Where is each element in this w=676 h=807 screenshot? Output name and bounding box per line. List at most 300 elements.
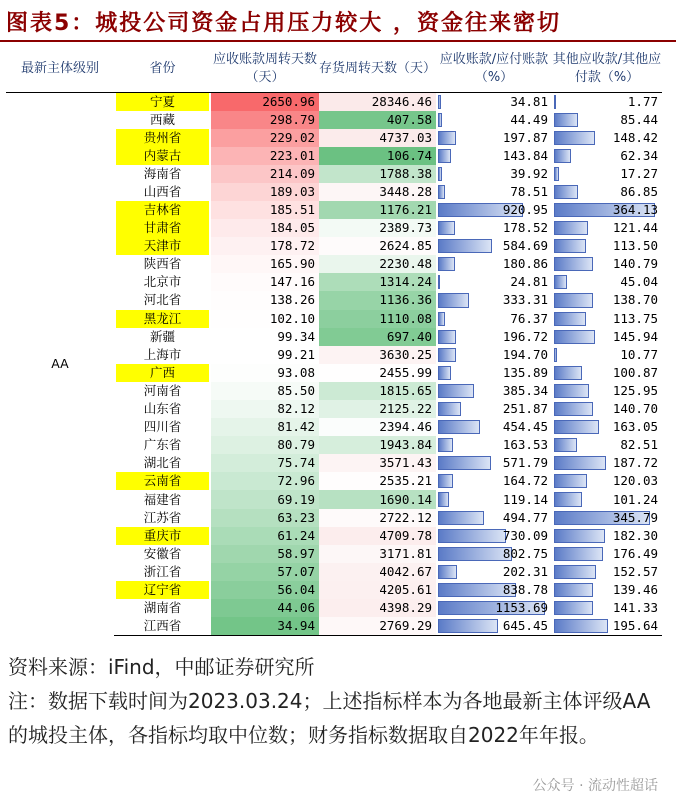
- inv-days-cell: 2769.29: [319, 617, 436, 636]
- table-row: [6, 92, 662, 111]
- footer: [8, 650, 668, 752]
- ar-days-cell: 178.72: [211, 237, 319, 255]
- other-ratio-cell: [552, 201, 662, 219]
- other-ratio-cell: [552, 291, 662, 309]
- data-bar: [438, 257, 455, 271]
- ar-ap-cell: [436, 219, 552, 237]
- bar-value: 24.81: [510, 274, 548, 290]
- ar-days-cell: 102.10: [211, 310, 319, 328]
- data-bar: [554, 565, 596, 579]
- bar-value: 148.42: [612, 129, 658, 145]
- other-ratio-cell: [552, 472, 662, 490]
- bar-value: 78.51: [510, 183, 548, 199]
- ar-days-cell: 223.01: [211, 147, 319, 165]
- province-cell: [114, 328, 211, 346]
- data-bar: [554, 113, 578, 127]
- data-bar: [554, 402, 593, 416]
- province-cell: [114, 617, 211, 636]
- inv-days-cell: 1110.08: [319, 310, 436, 328]
- data-bar: [554, 131, 595, 145]
- bar-value: 82.51: [620, 437, 658, 453]
- ar-days-cell: 214.09: [211, 165, 319, 183]
- ar-ap-cell: [436, 165, 552, 183]
- province-cell: [114, 129, 211, 147]
- other-ratio-cell: [552, 599, 662, 617]
- ar-ap-cell: [436, 545, 552, 563]
- bar-value: 163.05: [612, 419, 658, 435]
- other-ratio-cell: [552, 545, 662, 563]
- data-bar: [438, 420, 480, 434]
- data-bar: [554, 293, 593, 307]
- province-cell: [114, 310, 211, 328]
- inv-days-cell: 3571.43: [319, 454, 436, 472]
- data-bar: [438, 221, 455, 235]
- province-label: 海南省: [143, 165, 182, 181]
- other-ratio-cell: [552, 509, 662, 527]
- bar-value: 10.77: [620, 346, 658, 362]
- bar-value: 141.33: [612, 600, 658, 616]
- data-bar: [554, 583, 593, 597]
- data-bar: [438, 402, 461, 416]
- bar-value: 45.04: [620, 274, 658, 290]
- ar-days-cell: 2650.96: [211, 92, 319, 111]
- data-bar: [554, 239, 586, 253]
- bar-value: 202.31: [502, 563, 548, 579]
- ar-days-cell: 99.34: [211, 328, 319, 346]
- bar-value: 176.49: [612, 545, 658, 561]
- province-label: 云南省: [116, 472, 209, 490]
- province-cell: [114, 581, 211, 599]
- inv-days-cell: 1788.38: [319, 165, 436, 183]
- bar-value: 17.27: [620, 165, 658, 181]
- province-label: 黑龙江: [116, 310, 209, 328]
- inv-days-cell: 2455.99: [319, 364, 436, 382]
- table-body: [6, 92, 662, 636]
- data-table: [6, 46, 662, 636]
- inv-days-cell: 4042.67: [319, 563, 436, 581]
- inv-days-cell: 4737.03: [319, 129, 436, 147]
- inv-days-cell: 3448.28: [319, 183, 436, 201]
- data-bar: [554, 348, 557, 362]
- data-bar: [438, 456, 491, 470]
- bar-value: 197.87: [502, 129, 548, 145]
- bar-value: 120.03: [612, 473, 658, 489]
- data-bar: [554, 420, 599, 434]
- page-title: 图表5：城投公司资金占用压力较大 ，资金往来密切: [6, 11, 561, 36]
- inv-days-cell: 1943.84: [319, 436, 436, 454]
- ar-days-cell: 138.26: [211, 291, 319, 309]
- province-label: 西藏: [149, 111, 175, 127]
- bar-value: 62.34: [620, 147, 658, 163]
- bar-value: 178.52: [502, 220, 548, 236]
- other-ratio-cell: [552, 183, 662, 201]
- province-label: 陕西省: [143, 256, 182, 272]
- ar-days-cell: 298.79: [211, 111, 319, 129]
- header-inv-days: 存货周转天数（天）: [319, 46, 436, 92]
- bar-value: 164.72: [502, 473, 548, 489]
- ar-ap-cell: [436, 183, 552, 201]
- province-cell: [114, 92, 211, 111]
- province-label: 天津市: [116, 237, 209, 255]
- ar-ap-cell: [436, 527, 552, 545]
- inv-days-cell: 3171.81: [319, 545, 436, 563]
- bar-value: 385.34: [502, 382, 548, 398]
- ar-days-cell: 56.04: [211, 581, 319, 599]
- ar-days-cell: 69.19: [211, 490, 319, 508]
- other-ratio-cell: [552, 273, 662, 291]
- inv-days-cell: 2125.22: [319, 400, 436, 418]
- bar-value: 140.70: [612, 401, 658, 417]
- ar-ap-cell: [436, 617, 552, 636]
- province-cell: [114, 382, 211, 400]
- province-cell: [114, 563, 211, 581]
- province-label: 福建省: [143, 491, 182, 507]
- province-cell: [114, 436, 211, 454]
- province-label: 安徽省: [143, 545, 182, 561]
- data-bar: [554, 492, 582, 506]
- ar-ap-cell: [436, 436, 552, 454]
- province-cell: [114, 237, 211, 255]
- data-bar: [438, 131, 456, 145]
- bar-value: 645.45: [502, 618, 548, 634]
- bar-value: 121.44: [612, 220, 658, 236]
- header-row: [6, 46, 662, 92]
- bar-value: 125.95: [612, 382, 658, 398]
- province-label: 辽宁省: [116, 581, 209, 599]
- province-cell: [114, 364, 211, 382]
- data-bar: [438, 149, 451, 163]
- other-ratio-cell: [552, 364, 662, 382]
- bar-value: 187.72: [612, 455, 658, 471]
- data-bar: [554, 312, 586, 326]
- ar-ap-cell: [436, 201, 552, 219]
- bar-value: 113.50: [612, 238, 658, 254]
- ar-ap-cell: [436, 92, 552, 111]
- ar-ap-cell: [436, 418, 552, 436]
- province-label: 北京市: [143, 274, 182, 290]
- other-ratio-cell: [552, 418, 662, 436]
- inv-days-cell: 2389.73: [319, 219, 436, 237]
- header-ar-ap: 应收账款/应付账款（%）: [436, 46, 552, 92]
- province-cell: [114, 183, 211, 201]
- inv-days-cell: 1136.36: [319, 291, 436, 309]
- ar-days-cell: 80.79: [211, 436, 319, 454]
- bar-value: 163.53: [502, 437, 548, 453]
- other-ratio-cell: [552, 436, 662, 454]
- province-label: 宁夏: [116, 93, 209, 111]
- data-bar: [554, 366, 582, 380]
- ar-ap-cell: [436, 454, 552, 472]
- bar-value: 584.69: [502, 238, 548, 254]
- province-cell: [114, 255, 211, 273]
- inv-days-cell: 2722.12: [319, 509, 436, 527]
- province-label: 新疆: [149, 328, 175, 344]
- inv-days-cell: 4205.61: [319, 581, 436, 599]
- province-label: 内蒙古: [116, 147, 209, 165]
- data-bar: [438, 185, 445, 199]
- inv-days-cell: 1176.21: [319, 201, 436, 219]
- other-ratio-cell: [552, 490, 662, 508]
- other-ratio-cell: [552, 165, 662, 183]
- ar-days-cell: 189.03: [211, 183, 319, 201]
- bar-value: 44.49: [510, 111, 548, 127]
- bar-value: 101.24: [612, 491, 658, 507]
- ar-days-cell: 85.50: [211, 382, 319, 400]
- data-bar: [438, 547, 512, 561]
- other-ratio-cell: [552, 563, 662, 581]
- ar-ap-cell: [436, 310, 552, 328]
- province-cell: [114, 165, 211, 183]
- ar-days-cell: 34.94: [211, 617, 319, 636]
- data-bar: [438, 239, 492, 253]
- inv-days-cell: 1314.24: [319, 273, 436, 291]
- data-bar: [438, 565, 457, 579]
- province-label: 山西省: [143, 183, 182, 199]
- ar-days-cell: 44.06: [211, 599, 319, 617]
- data-bar: [554, 95, 556, 109]
- data-bar: [554, 438, 577, 452]
- ar-ap-cell: [436, 509, 552, 527]
- data-bar: [438, 113, 442, 127]
- data-bar: [554, 275, 567, 289]
- inv-days-cell: 697.40: [319, 328, 436, 346]
- data-bar: [438, 438, 453, 452]
- title-bar: [0, 0, 676, 42]
- data-bar: [438, 330, 456, 344]
- watermark: 公众号 · 流动性超话: [532, 778, 658, 794]
- bar-value: 251.87: [502, 401, 548, 417]
- data-bar: [554, 529, 605, 543]
- data-bar: [438, 293, 469, 307]
- header-ar-days: 应收账款周转天数（天）: [211, 46, 319, 92]
- ar-ap-cell: [436, 328, 552, 346]
- ar-ap-cell: [436, 273, 552, 291]
- other-ratio-cell: [552, 400, 662, 418]
- other-ratio-cell: [552, 581, 662, 599]
- other-ratio-cell: [552, 237, 662, 255]
- province-cell: [114, 346, 211, 364]
- data-bar: [438, 529, 506, 543]
- ar-days-cell: 147.16: [211, 273, 319, 291]
- ar-days-cell: 81.42: [211, 418, 319, 436]
- inv-days-cell: 1690.14: [319, 490, 436, 508]
- province-label: 湖北省: [143, 455, 182, 471]
- data-bar: [438, 619, 498, 633]
- inv-days-cell: 2394.46: [319, 418, 436, 436]
- header-other-ratio: 其他应收款/其他应付款（%）: [552, 46, 662, 92]
- province-label: 广东省: [143, 437, 182, 453]
- ar-ap-cell: [436, 255, 552, 273]
- inv-days-cell: 2230.48: [319, 255, 436, 273]
- data-bar: [438, 348, 456, 362]
- province-label: 吉林省: [116, 201, 209, 219]
- bar-value: 34.81: [510, 93, 548, 109]
- province-label: 河北省: [143, 292, 182, 308]
- other-ratio-cell: [552, 219, 662, 237]
- ar-ap-cell: [436, 472, 552, 490]
- province-label: 浙江省: [143, 563, 182, 579]
- bar-value: 802.75: [502, 545, 548, 561]
- inv-days-cell: 106.74: [319, 147, 436, 165]
- inv-days-cell: 28346.46: [319, 92, 436, 111]
- bar-value: 571.79: [502, 455, 548, 471]
- province-label: 江西省: [143, 618, 182, 634]
- other-ratio-cell: [552, 527, 662, 545]
- inv-days-cell: 2624.85: [319, 237, 436, 255]
- bar-value: 194.70: [502, 346, 548, 362]
- province-cell: [114, 527, 211, 545]
- province-cell: [114, 545, 211, 563]
- province-cell: [114, 472, 211, 490]
- ar-days-cell: 57.07: [211, 563, 319, 581]
- ar-days-cell: 99.21: [211, 346, 319, 364]
- data-bar: [438, 366, 451, 380]
- ar-ap-cell: [436, 382, 552, 400]
- bar-value: 138.70: [612, 292, 658, 308]
- bar-value: 345.79: [612, 509, 658, 525]
- ar-days-cell: 61.24: [211, 527, 319, 545]
- other-ratio-cell: [552, 92, 662, 111]
- data-bar: [554, 384, 589, 398]
- ar-days-cell: 185.51: [211, 201, 319, 219]
- ar-ap-cell: [436, 111, 552, 129]
- bar-value: 920.95: [502, 202, 548, 218]
- other-ratio-cell: [552, 382, 662, 400]
- bar-value: 838.78: [502, 581, 548, 597]
- bar-value: 39.92: [510, 165, 548, 181]
- data-bar: [438, 312, 445, 326]
- other-ratio-cell: [552, 147, 662, 165]
- data-bar: [438, 511, 484, 525]
- header-level: 最新主体级别: [6, 46, 114, 92]
- bar-value: 152.57: [612, 563, 658, 579]
- bar-value: 119.14: [502, 491, 548, 507]
- bar-value: 85.44: [620, 111, 658, 127]
- bar-value: 364.13: [612, 202, 658, 218]
- bar-value: 140.79: [612, 256, 658, 272]
- province-cell: [114, 111, 211, 129]
- ar-ap-cell: [436, 563, 552, 581]
- ar-days-cell: 75.74: [211, 454, 319, 472]
- province-label: 湖南省: [143, 600, 182, 616]
- inv-days-cell: 2535.21: [319, 472, 436, 490]
- data-bar: [554, 456, 606, 470]
- province-label: 河南省: [143, 382, 182, 398]
- bar-value: 195.64: [612, 618, 658, 634]
- data-bar: [554, 257, 593, 271]
- province-label: 江苏省: [143, 509, 182, 525]
- inv-days-cell: 1815.65: [319, 382, 436, 400]
- ar-ap-cell: [436, 581, 552, 599]
- bar-value: 145.94: [612, 328, 658, 344]
- ar-ap-cell: [436, 346, 552, 364]
- bar-value: 1.77: [627, 93, 658, 109]
- data-bar: [438, 167, 442, 181]
- data-bar: [554, 619, 608, 633]
- ar-ap-cell: [436, 237, 552, 255]
- other-ratio-cell: [552, 454, 662, 472]
- ar-days-cell: 58.97: [211, 545, 319, 563]
- data-bar: [438, 384, 474, 398]
- bar-value: 143.84: [502, 147, 548, 163]
- data-bar: [554, 185, 578, 199]
- ar-days-cell: 165.90: [211, 255, 319, 273]
- province-cell: [114, 400, 211, 418]
- province-cell: [114, 291, 211, 309]
- bar-value: 86.85: [620, 183, 658, 199]
- other-ratio-cell: [552, 328, 662, 346]
- data-bar: [438, 474, 453, 488]
- ar-ap-cell: [436, 291, 552, 309]
- province-cell: [114, 509, 211, 527]
- bar-value: 182.30: [612, 527, 658, 543]
- inv-days-cell: 4709.78: [319, 527, 436, 545]
- ar-days-cell: 72.96: [211, 472, 319, 490]
- data-bar: [554, 547, 603, 561]
- ar-days-cell: 93.08: [211, 364, 319, 382]
- province-label: 甘肃省: [116, 219, 209, 237]
- bar-value: 76.37: [510, 310, 548, 326]
- bar-value: 454.45: [502, 419, 548, 435]
- province-cell: [114, 599, 211, 617]
- inv-days-cell: 3630.25: [319, 346, 436, 364]
- other-ratio-cell: [552, 255, 662, 273]
- province-cell: [114, 418, 211, 436]
- province-cell: [114, 490, 211, 508]
- province-cell: [114, 454, 211, 472]
- other-ratio-cell: [552, 111, 662, 129]
- bar-value: 333.31: [502, 292, 548, 308]
- data-bar: [554, 330, 595, 344]
- ar-ap-cell: [436, 129, 552, 147]
- data-bar: [554, 601, 593, 615]
- data-bar: [554, 221, 588, 235]
- bar-value: 100.87: [612, 364, 658, 380]
- data-bar: [438, 95, 441, 109]
- source-text: 资料来源：iFind，中邮证券研究所: [8, 655, 315, 679]
- province-label: 四川省: [143, 419, 182, 435]
- ar-ap-cell: [436, 400, 552, 418]
- province-cell: [114, 147, 211, 165]
- data-bar: [554, 167, 559, 181]
- bar-value: 139.46: [612, 581, 658, 597]
- ar-days-cell: 82.12: [211, 400, 319, 418]
- inv-days-cell: 407.58: [319, 111, 436, 129]
- other-ratio-cell: [552, 310, 662, 328]
- ar-ap-cell: [436, 364, 552, 382]
- ar-days-cell: 184.05: [211, 219, 319, 237]
- other-ratio-cell: [552, 129, 662, 147]
- bar-value: 196.72: [502, 328, 548, 344]
- data-bar: [438, 275, 440, 289]
- level-cell: AA: [51, 356, 69, 372]
- inv-days-cell: 4398.29: [319, 599, 436, 617]
- bar-value: 113.75: [612, 310, 658, 326]
- ar-days-cell: 229.02: [211, 129, 319, 147]
- data-bar: [554, 474, 587, 488]
- other-ratio-cell: [552, 346, 662, 364]
- province-cell: [114, 219, 211, 237]
- province-label: 广西: [116, 364, 209, 382]
- other-ratio-cell: [552, 617, 662, 636]
- province-cell: [114, 273, 211, 291]
- province-label: 重庆市: [116, 527, 209, 545]
- bar-value: 135.89: [502, 364, 548, 380]
- bar-value: 730.09: [502, 527, 548, 543]
- ar-ap-cell: [436, 147, 552, 165]
- ar-days-cell: 63.23: [211, 509, 319, 527]
- province-label: 山东省: [143, 401, 182, 417]
